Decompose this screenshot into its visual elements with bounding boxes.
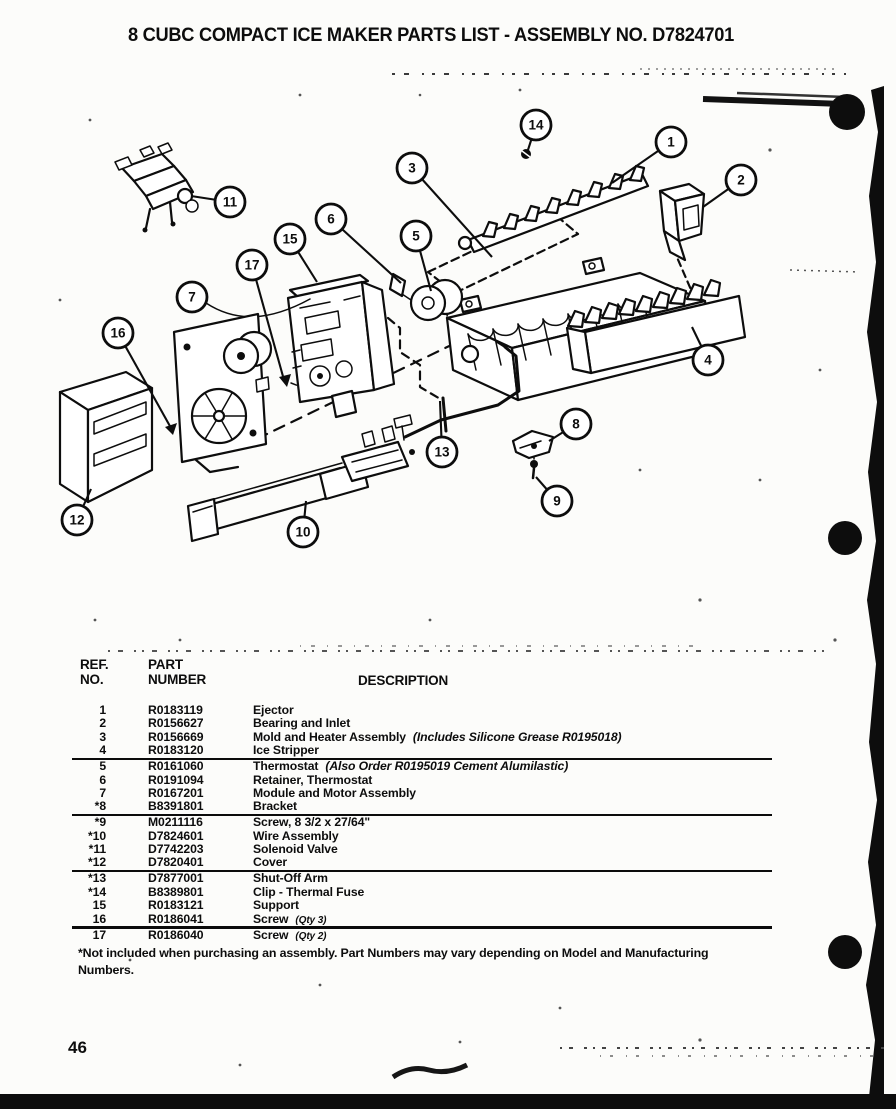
cell-ref-no: *10 — [88, 828, 106, 843]
column-header-description: DESCRIPTION — [357, 673, 449, 688]
cell-part-number: R0186040 — [148, 927, 204, 942]
part-ejector — [428, 166, 648, 293]
svg-text:15: 15 — [282, 231, 298, 247]
page-title: 8 CUBC COMPACT ICE MAKER PARTS LIST - ASSEMBLY NO. D7824701 — [128, 25, 734, 46]
table-footnote: *Not included when purchasing an assembly. Part Numbers may vary depending on Model and Manufacturing Numbers. — [78, 946, 709, 977]
table-row — [78, 787, 790, 800]
callout-7 — [177, 282, 207, 312]
callout-1 — [612, 127, 686, 183]
cell-description-note: (Qty 2) — [295, 930, 327, 942]
part-cover — [60, 372, 152, 502]
binder-hole — [828, 521, 862, 555]
cell-ref-no: 3 — [99, 729, 106, 744]
cell-part-number: D7820401 — [148, 855, 204, 870]
cell-ref-no: *14 — [88, 884, 106, 899]
cell-description: Bearing and Inlet — [253, 716, 351, 731]
cell-ref-no: 6 — [99, 772, 106, 787]
part-module-motor-assembly — [174, 299, 310, 472]
cell-ref-no: 5 — [99, 759, 106, 774]
svg-text:16: 16 — [110, 325, 126, 341]
cell-description: Bracket — [253, 799, 298, 814]
svg-text:6: 6 — [327, 211, 335, 227]
svg-text:3: 3 — [408, 160, 416, 176]
table-row — [78, 929, 790, 942]
table-row — [78, 899, 790, 912]
table-row — [78, 913, 790, 926]
svg-text:12: 12 — [69, 512, 85, 528]
part-screw-9 — [530, 460, 538, 478]
table-row — [78, 886, 790, 899]
cell-description-note: (Includes Silicone Grease R0195018) — [412, 729, 622, 744]
cell-description: Support — [253, 898, 300, 913]
cell-part-number: B8389801 — [148, 884, 204, 899]
svg-text:10: 10 — [295, 524, 311, 540]
table-row — [78, 843, 790, 856]
page-number: 46 — [68, 1038, 87, 1057]
table-row — [78, 704, 790, 717]
part-retainer-thermostat — [390, 274, 462, 320]
cell-part-number: B8391801 — [148, 799, 204, 814]
cell-description-note: (Qty 3) — [295, 914, 327, 926]
column-header-ref: REF. NO. — [80, 657, 109, 687]
cell-part-number: R0183121 — [148, 898, 204, 913]
svg-text:5: 5 — [412, 228, 420, 244]
cell-ref-no: *9 — [94, 815, 106, 830]
callout-6 — [316, 204, 401, 283]
cell-ref-no: 1 — [99, 703, 106, 717]
cell-description: Module and Motor Assembly — [253, 785, 416, 800]
cell-ref-no: 16 — [92, 911, 106, 926]
svg-text:17: 17 — [244, 257, 260, 273]
cell-description: Mold and Heater Assembly (Includes Silicone Grease R0195018) — [253, 729, 622, 744]
cell-description: Solenoid Valve — [253, 842, 338, 857]
cell-part-number: R0167201 — [148, 785, 204, 800]
callout-2 — [703, 165, 756, 207]
part-screw-16 — [165, 423, 177, 435]
svg-text:7: 7 — [188, 289, 196, 305]
svg-text:2: 2 — [737, 172, 745, 188]
table-row — [78, 800, 790, 813]
cell-part-number: M0211116 — [148, 815, 203, 830]
table-row — [78, 731, 790, 744]
callout-9 — [536, 477, 572, 516]
cell-description: Clip - Thermal Fuse — [253, 884, 365, 899]
svg-text:13: 13 — [434, 444, 450, 460]
cell-ref-no: *8 — [94, 799, 106, 814]
cell-part-number: D7877001 — [148, 871, 204, 886]
callout-13 — [427, 401, 457, 467]
part-bearing-inlet — [660, 184, 704, 260]
part-solenoid-valve — [115, 143, 198, 233]
cell-part-number: D7824601 — [148, 828, 204, 843]
table-row — [78, 872, 790, 885]
cell-description: Thermostat (Also Order R0195019 Cement Alumilastic) — [253, 759, 569, 774]
cell-part-number: R0186041 — [148, 911, 204, 926]
cell-description: Shut-Off Arm — [253, 871, 328, 886]
table-row — [78, 816, 790, 829]
part-support — [288, 275, 394, 417]
binder-hole — [828, 935, 862, 969]
callout-14 — [521, 110, 551, 153]
cell-description: Cover — [253, 855, 288, 870]
cell-ref-no: *11 — [88, 842, 106, 857]
table-row — [78, 717, 790, 730]
cell-part-number: R0183120 — [148, 743, 204, 758]
cell-ref-no: 17 — [92, 927, 106, 942]
callout-11 — [191, 187, 245, 217]
part-clip-thermal-fuse — [513, 431, 553, 458]
cell-part-number: R0156669 — [148, 729, 204, 744]
cell-description: Screw, 8 3/2 x 27/64" — [253, 815, 371, 830]
cell-ref-no: *12 — [88, 855, 106, 870]
binder-hole — [829, 94, 865, 130]
callout-8 — [549, 409, 591, 441]
cell-ref-no: 15 — [92, 898, 106, 913]
table-row — [78, 830, 790, 843]
table-row — [78, 774, 790, 787]
callout-15 — [275, 224, 317, 282]
svg-text:14: 14 — [528, 117, 544, 133]
svg-text:8: 8 — [572, 416, 580, 432]
cell-part-number: R0161060 — [148, 759, 204, 774]
cell-part-number: R0156627 — [148, 716, 204, 731]
cell-description: Ejector — [253, 703, 294, 717]
svg-text:4: 4 — [704, 352, 712, 368]
table-row — [78, 856, 790, 869]
parts-table — [78, 658, 790, 978]
cell-part-number: R0183119 — [148, 703, 203, 717]
cell-description: Retainer, Thermostat — [253, 772, 373, 787]
cell-description: Ice Stripper — [253, 743, 319, 758]
cell-part-number: R0191094 — [148, 772, 204, 787]
column-header-part-number: PART NUMBER — [148, 657, 207, 687]
part-screw-14 — [521, 149, 531, 159]
cell-ref-no: 4 — [99, 743, 106, 758]
svg-text:9: 9 — [553, 493, 561, 509]
table-row — [78, 744, 790, 757]
cell-ref-no: 2 — [99, 716, 106, 731]
cell-description: Screw (Qty 3) — [253, 911, 327, 926]
svg-text:1: 1 — [667, 134, 675, 150]
parts-table-rows — [78, 658, 790, 942]
cell-part-number: D7742203 — [148, 842, 204, 857]
svg-text:11: 11 — [222, 194, 238, 210]
cell-description-note: (Also Order R0195019 Cement Alumilastic) — [325, 759, 569, 774]
cell-description: Wire Assembly — [253, 828, 339, 843]
cell-description: Screw (Qty 2) — [253, 927, 327, 942]
cell-ref-no: *13 — [88, 871, 106, 886]
table-row — [78, 760, 790, 773]
cell-ref-no: 7 — [99, 785, 106, 800]
part-screw-17 — [279, 374, 291, 387]
